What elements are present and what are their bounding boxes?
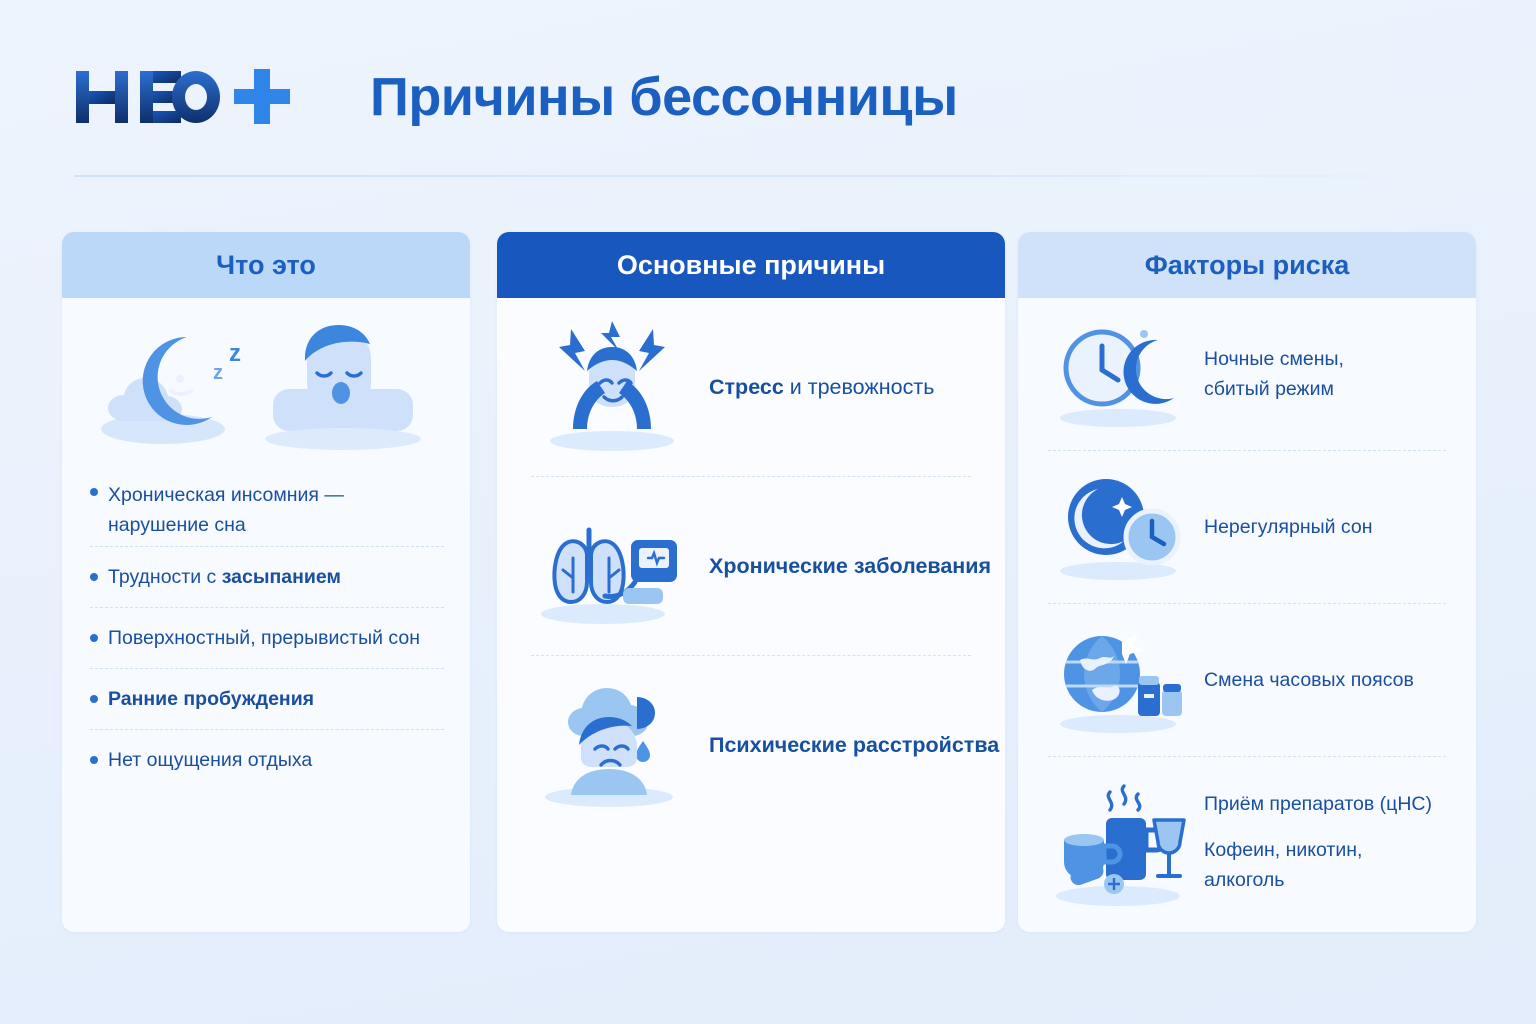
page-title: Причины бессонницы bbox=[370, 67, 958, 127]
svg-text:z: z bbox=[213, 362, 223, 384]
risk-label-line1: Кофеин, никотин, bbox=[1204, 839, 1363, 861]
risk-item-irregular-sleep bbox=[1018, 451, 1476, 603]
card-risk-factors-heading: Факторы риска bbox=[1018, 232, 1476, 298]
list-item bbox=[62, 675, 470, 723]
bullet-dot bbox=[90, 488, 98, 496]
card-main-causes-heading: Основные причины bbox=[497, 232, 1005, 298]
page-header bbox=[0, 0, 1536, 178]
card-main-causes bbox=[497, 232, 1005, 932]
list-item bbox=[62, 736, 470, 784]
cause-item-label bbox=[703, 552, 991, 580]
risk-label-line1: Ночные смены, bbox=[1204, 348, 1344, 370]
risk-item-substances bbox=[1018, 757, 1476, 927]
risk-item-label bbox=[1204, 344, 1344, 404]
list-item bbox=[62, 614, 470, 662]
moon-stars-clock-icon bbox=[1036, 463, 1204, 591]
brand-logo bbox=[74, 62, 304, 132]
cause-item-stress bbox=[497, 298, 1005, 476]
what-is-bullet-list bbox=[62, 480, 470, 784]
card-risk-factors bbox=[1018, 232, 1476, 932]
moon-sleeping-person-icon bbox=[62, 312, 470, 462]
cause-item-chronic-disease bbox=[497, 477, 1005, 655]
risk-item-label bbox=[1204, 665, 1414, 695]
list-item-label: Хроническая инсомния — нарушение сна bbox=[108, 484, 344, 536]
bullet-dot bbox=[90, 634, 98, 642]
list-divider bbox=[90, 546, 444, 547]
list-item-label: Ранние пробуждения bbox=[108, 688, 315, 710]
cause-label-rest: и тревожность bbox=[783, 375, 935, 399]
stress-head-lightning-icon bbox=[521, 312, 703, 462]
clock-moon-icon bbox=[1036, 310, 1204, 438]
card-risk-factors-body bbox=[1018, 298, 1476, 932]
cause-label-bold: Стресс bbox=[709, 375, 784, 399]
list-item-label: Трудности с засыпанием bbox=[108, 566, 341, 588]
risk-item-night-shifts bbox=[1018, 298, 1476, 450]
bullet-dot bbox=[90, 756, 98, 764]
risk-label-line1: Смена часовых поясов bbox=[1204, 669, 1414, 691]
card-what-is-heading: Что это bbox=[62, 232, 470, 298]
cause-item-label bbox=[703, 731, 999, 759]
list-item bbox=[62, 480, 470, 540]
svg-text:z: z bbox=[229, 340, 241, 367]
card-main-causes-body bbox=[497, 298, 1005, 932]
globe-pills-icon bbox=[1036, 616, 1204, 744]
sad-face-raincloud-icon bbox=[521, 670, 703, 820]
risk-label-line2: алкоголь bbox=[1204, 869, 1285, 891]
list-item-label: Поверхностный, прерывистый сон bbox=[108, 627, 420, 649]
list-item-label: Нет ощущения отдыха bbox=[108, 749, 313, 771]
cause-item-label bbox=[703, 373, 934, 401]
risk-item-timezone-change bbox=[1018, 604, 1476, 756]
risk-item-label bbox=[1204, 789, 1432, 895]
cause-label-bold: Хронические заболевания bbox=[709, 554, 992, 578]
bullet-dot bbox=[90, 573, 98, 581]
content-columns bbox=[0, 232, 1536, 932]
risk-label-meds: Приём препаратов (цНС) bbox=[1204, 793, 1432, 815]
bullet-dot bbox=[90, 695, 98, 703]
list-item bbox=[62, 553, 470, 601]
list-divider bbox=[90, 607, 444, 608]
card-what-is-body bbox=[62, 298, 470, 932]
header-divider bbox=[74, 175, 1462, 177]
risk-label-line2: сбитый режим bbox=[1204, 378, 1334, 400]
lungs-blood-pressure-icon bbox=[521, 491, 703, 641]
risk-label-line1: Нерегулярный сон bbox=[1204, 516, 1373, 538]
list-divider bbox=[90, 668, 444, 669]
card-what-is bbox=[62, 232, 470, 932]
cup-glass-pills-icon bbox=[1036, 767, 1204, 917]
cause-item-mental-disorders bbox=[497, 656, 1005, 834]
cause-label-bold: Психические расстройства bbox=[709, 733, 1000, 757]
risk-item-label bbox=[1204, 512, 1373, 542]
list-divider bbox=[90, 729, 444, 730]
